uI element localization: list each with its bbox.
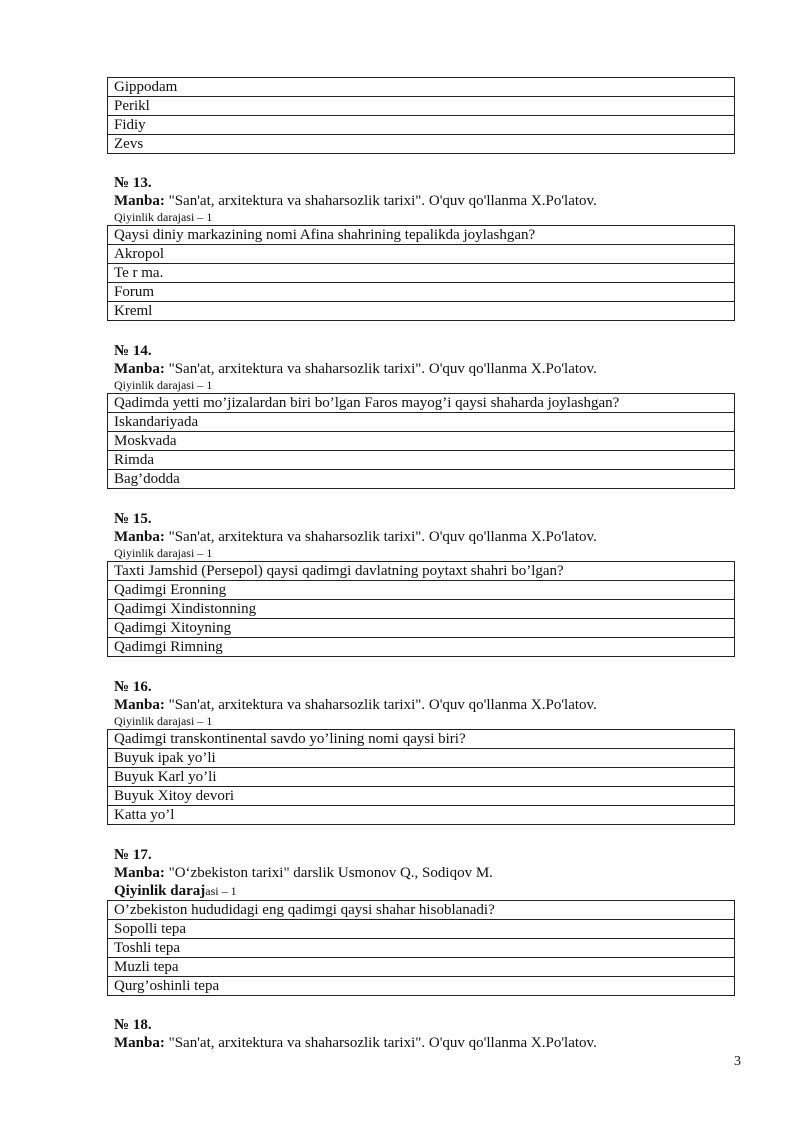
question-source <box>114 864 493 882</box>
question-number: № 13. <box>114 175 152 191</box>
question-number: № 18. <box>114 1017 152 1033</box>
question-17-header <box>114 846 493 900</box>
difficulty-level: Qiyinlik darajasi – 1 <box>114 714 213 728</box>
answer-row <box>108 97 735 116</box>
answer-table-14 <box>107 393 735 489</box>
answer-row <box>108 806 735 825</box>
question-text: Qadimgi transkontinental savdo yo’lining nomi qaysi biri? <box>108 730 735 749</box>
answer-option: Qadimgi Rimning <box>108 638 735 657</box>
question-row <box>108 562 735 581</box>
answer-row <box>108 920 735 939</box>
answer-row <box>108 413 735 432</box>
answer-row <box>108 600 735 619</box>
difficulty-level-bold: Qiyinlik daraj <box>114 883 206 899</box>
answer-row <box>108 135 735 154</box>
difficulty-level: Qiyinlik darajasi – 1 <box>114 210 213 224</box>
difficulty-level: Qiyinlik darajasi – 1 <box>114 546 213 560</box>
answer-table-16 <box>107 729 735 825</box>
answer-row <box>108 78 735 97</box>
answer-option: Gippodam <box>108 78 735 97</box>
source-label: Manba: <box>114 1035 165 1051</box>
answer-option: Zevs <box>108 135 735 154</box>
question-text: Qadimda yetti mo’jizalardan biri bo’lgan Faros mayog’i qaysi shaharda joylashgan? <box>108 394 735 413</box>
answer-option: Forum <box>108 283 735 302</box>
answer-option: Moskvada <box>108 432 735 451</box>
answer-option: Fidiy <box>108 116 735 135</box>
answer-row <box>108 451 735 470</box>
answer-row <box>108 432 735 451</box>
answer-row <box>108 638 735 657</box>
answer-option: Qadimgi Eronning <box>108 581 735 600</box>
source-label: Manba: <box>114 865 165 881</box>
answer-option: Qadimgi Xindistonning <box>108 600 735 619</box>
answer-option: Kreml <box>108 302 735 321</box>
difficulty-level-rest: asi – 1 <box>205 884 237 898</box>
answer-row <box>108 245 735 264</box>
answer-row <box>108 749 735 768</box>
answer-option: Qadimgi Xitoyning <box>108 619 735 638</box>
source-label: Manba: <box>114 697 165 713</box>
answer-table-17 <box>107 900 735 996</box>
answer-option: Qurg’oshinli tepa <box>108 977 735 996</box>
question-number: № 14. <box>114 343 152 359</box>
answer-row <box>108 116 735 135</box>
answer-row <box>108 581 735 600</box>
page-number: 3 <box>734 1054 741 1069</box>
answer-option: Katta yo’l <box>108 806 735 825</box>
answer-row <box>108 768 735 787</box>
question-source <box>114 1034 597 1052</box>
answer-option: Te r ma. <box>108 264 735 283</box>
answer-option: Iskandariyada <box>108 413 735 432</box>
answer-row <box>108 470 735 489</box>
answer-option: Rimda <box>108 451 735 470</box>
answer-option: Akropol <box>108 245 735 264</box>
answer-row <box>108 283 735 302</box>
source-text: "O‘zbekiston tarixi" darslik Usmonov Q., Sodiqov M. <box>168 865 493 881</box>
answer-option: Bag’dodda <box>108 470 735 489</box>
source-text: "San'at, arxitektura va shaharsozlik tarixi". O'quv qo'llanma X.Po'latov. <box>168 529 597 545</box>
source-label: Manba: <box>114 529 165 545</box>
question-row <box>108 226 735 245</box>
question-14-header <box>114 342 597 392</box>
difficulty-level: Qiyinlik darajasi – 1 <box>114 378 213 392</box>
question-13-header <box>114 174 597 224</box>
answer-table-15 <box>107 561 735 657</box>
answer-row <box>108 787 735 806</box>
source-text: "San'at, arxitektura va shaharsozlik tarixi". O'quv qo'llanma X.Po'latov. <box>168 697 597 713</box>
question-16-header <box>114 678 597 728</box>
answer-option: Perikl <box>108 97 735 116</box>
question-text: O’zbekiston hududidagi eng qadimgi qaysi shahar hisoblanadi? <box>108 901 735 920</box>
answer-row <box>108 958 735 977</box>
question-source <box>114 696 597 714</box>
question-text: Taxti Jamshid (Persepol) qaysi qadimgi davlatning poytaxt shahri bo’lgan? <box>108 562 735 581</box>
answer-option: Toshli tepa <box>108 939 735 958</box>
source-label: Manba: <box>114 193 165 209</box>
source-text: "San'at, arxitektura va shaharsozlik tarixi". O'quv qo'llanma X.Po'latov. <box>168 361 597 377</box>
answer-table-13 <box>107 225 735 321</box>
question-number: № 17. <box>114 847 152 863</box>
answer-option: Buyuk Xitoy devori <box>108 787 735 806</box>
question-source <box>114 360 597 378</box>
question-row <box>108 730 735 749</box>
question-18-header <box>114 1016 597 1052</box>
question-row <box>108 394 735 413</box>
question-number: № 16. <box>114 679 152 695</box>
question-number: № 15. <box>114 511 152 527</box>
source-text: "San'at, arxitektura va shaharsozlik tarixi". O'quv qo'llanma X.Po'latov. <box>168 1035 597 1051</box>
question-source <box>114 192 597 210</box>
answer-option: Buyuk ipak yo’li <box>108 749 735 768</box>
answer-table-12 <box>107 77 735 154</box>
answer-row <box>108 302 735 321</box>
answer-row <box>108 619 735 638</box>
question-row <box>108 901 735 920</box>
difficulty-level <box>114 882 493 900</box>
source-label: Manba: <box>114 361 165 377</box>
answer-option: Buyuk Karl yo’li <box>108 768 735 787</box>
answer-option: Muzli tepa <box>108 958 735 977</box>
answer-row <box>108 977 735 996</box>
question-15-header <box>114 510 597 560</box>
source-text: "San'at, arxitektura va shaharsozlik tarixi". O'quv qo'llanma X.Po'latov. <box>168 193 597 209</box>
answer-option: Sopolli tepa <box>108 920 735 939</box>
question-text: Qaysi diniy markazining nomi Afina shahrining tepalikda joylashgan? <box>108 226 735 245</box>
question-source <box>114 528 597 546</box>
answer-row <box>108 939 735 958</box>
answer-row <box>108 264 735 283</box>
